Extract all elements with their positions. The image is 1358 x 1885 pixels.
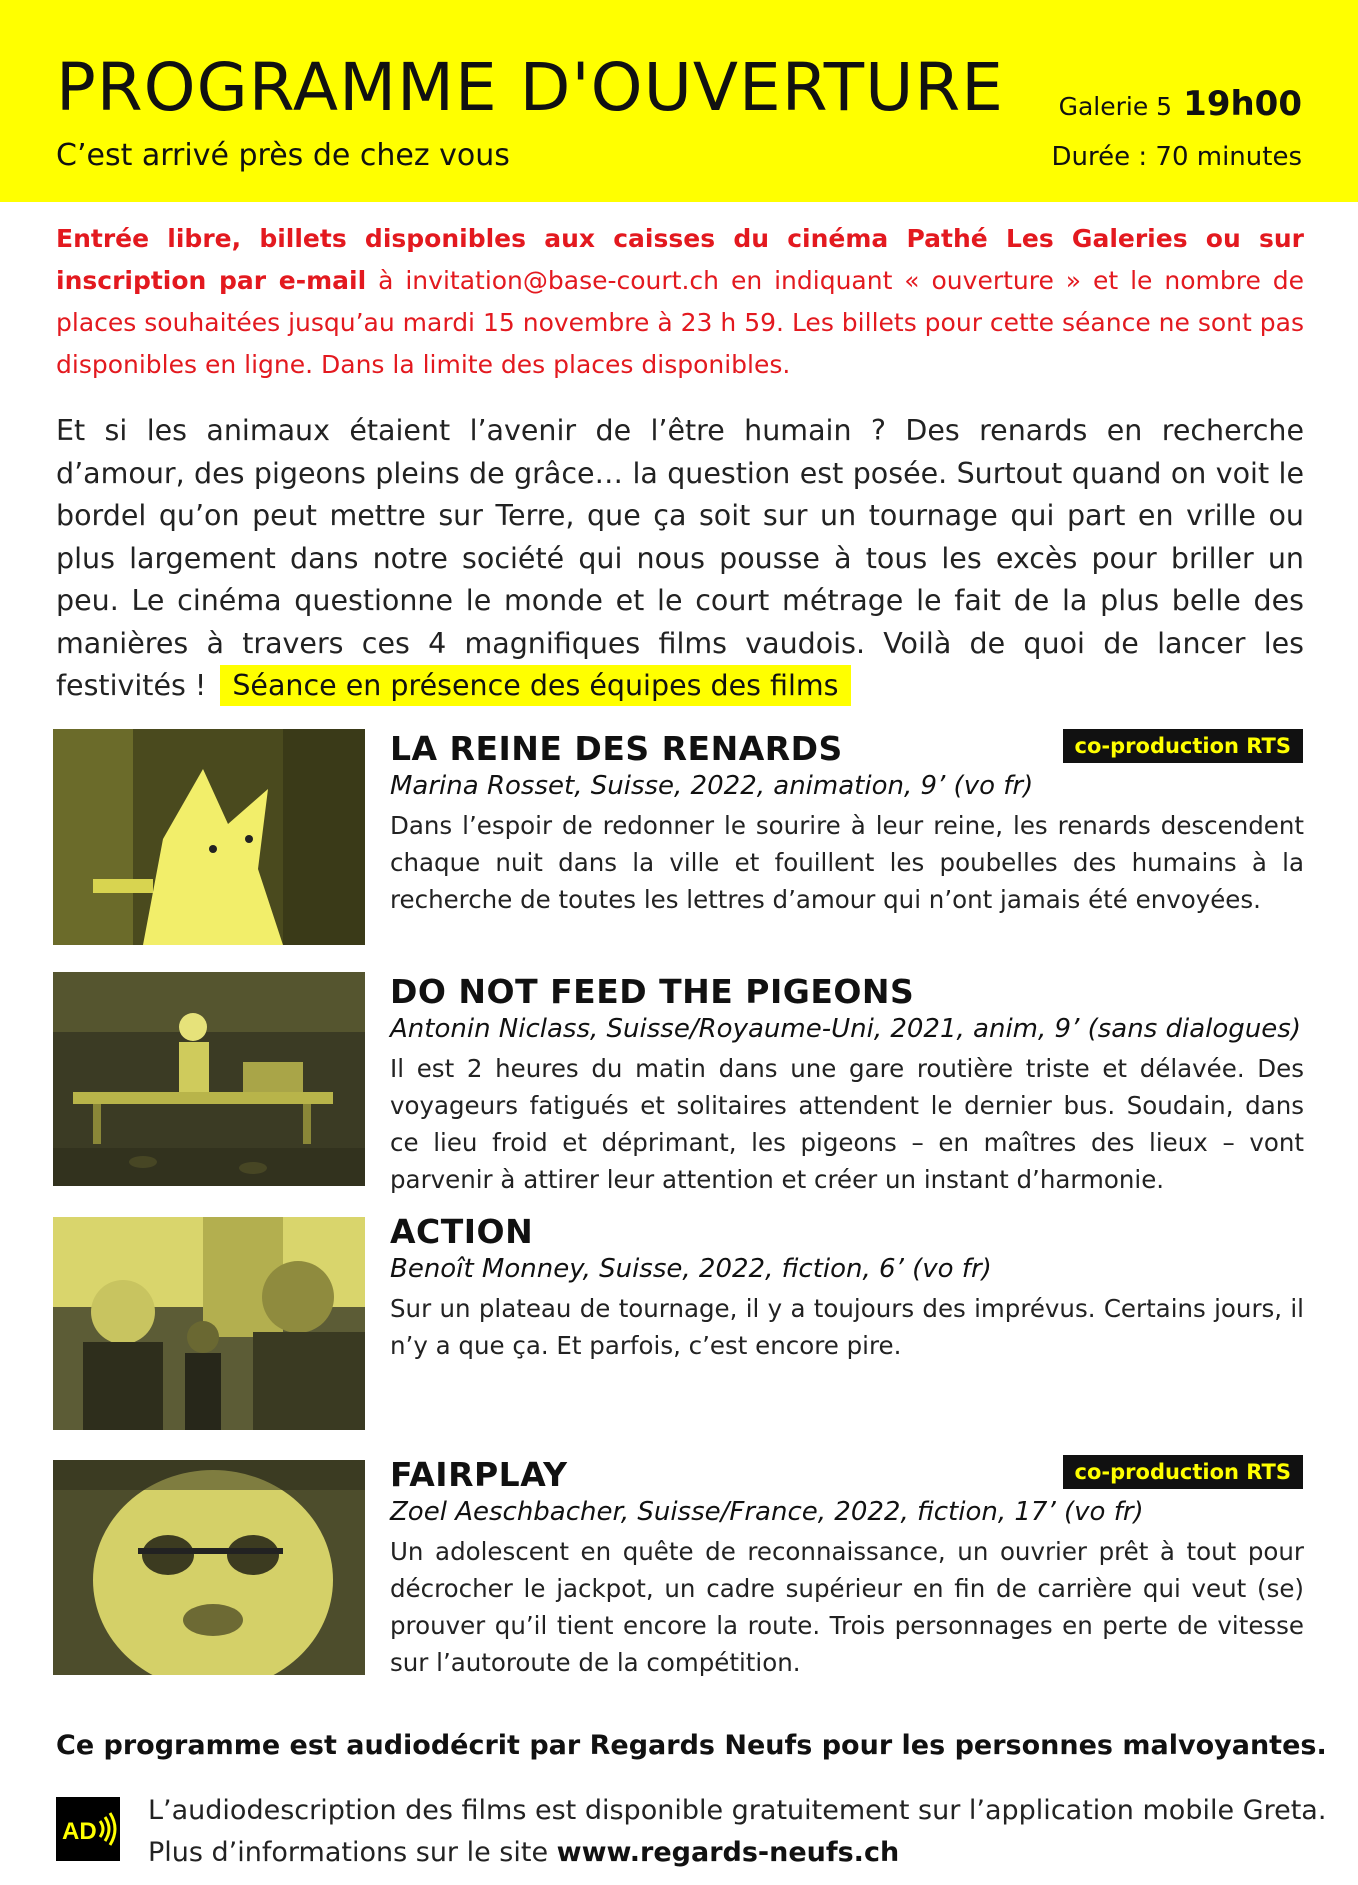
film-title: FAIRPLAY	[390, 1455, 568, 1494]
ticket-info	[56, 218, 1304, 386]
film-description: Un adolescent en quête de reconnaissance, un ouvrier prêt à tout pour décrocher le jackpot, un cadre supérieur en fin de carrière qui veut (se) prouver qu’il tient encore la route. Trois personnages en perte de vitesse sur l’autoroute de la compétition.	[390, 1537, 1304, 1677]
coproduction-badge: co-production RTS	[1063, 729, 1303, 763]
footer-line-1: L’audiodescription des films est disponible gratuitement sur l’application mobile Greta.	[148, 1795, 1327, 1826]
film-still-pigeons	[53, 972, 365, 1186]
film-meta: Benoît Monney, Suisse, 2022, fiction, 6’ (vo fr)	[390, 1254, 992, 1284]
audiodescription-logo-icon	[56, 1797, 120, 1861]
film-item	[0, 729, 1358, 949]
film-title: DO NOT FEED THE PIGEONS	[390, 972, 915, 1011]
venue-time	[1059, 84, 1302, 124]
room-label: Galerie 5	[1058, 92, 1173, 121]
film-still-action	[53, 1217, 365, 1430]
film-meta: Antonin Niclass, Suisse/Royaume-Uni, 2021, anim, 9’ (sans dialogues)	[390, 1014, 1301, 1044]
logo-text: AD	[62, 1818, 97, 1845]
intro-paragraph	[56, 410, 1304, 708]
website-link[interactable]: www.regards-neufs.ch	[556, 1837, 900, 1868]
film-still-fox	[53, 729, 365, 945]
coproduction-badge: co-production RTS	[1063, 1455, 1303, 1489]
film-item	[0, 972, 1358, 1194]
film-meta: Zoel Aeschbacher, Suisse/France, 2022, fiction, 17’ (vo fr)	[390, 1497, 1144, 1527]
footer-line-2	[148, 1832, 1326, 1874]
duration-label: Durée : 70 minutes	[1051, 142, 1302, 172]
film-meta: Marina Rosset, Suisse, 2022, animation, 9’ (vo fr)	[390, 771, 1034, 801]
footer-line-2-prefix: Plus d’informations sur le site	[148, 1837, 557, 1868]
film-item	[0, 1455, 1358, 1685]
film-title: ACTION	[390, 1212, 534, 1251]
intro-text: Et si les animaux étaient l’avenir de l’être humain ? Des renards en recherche d’amour, des pigeons pleins de grâce… la question est posée. Surtout quand on voit le bordel qu’on peut mettre sur Terre, que ça soit sur un tournage qui part en vrille ou plus largement dans notre société qui nous pousse à tous les excès pour briller un peu. Le cinéma questionne le monde et le court métrage le fait de la plus belle des manières à travers ces 4 magnifiques films vaudois. Voilà de quoi de lancer les festivités !	[56, 414, 1304, 702]
page-subtitle: C’est arrivé près de chez vous	[56, 138, 510, 173]
ticket-info-bold: Entrée libre, billets disponibles aux caisses du cinéma Pathé Les Galeries ou sur inscription par e-mail	[56, 224, 1304, 295]
film-title: LA REINE DES RENARDS	[390, 729, 843, 768]
header-banner	[0, 0, 1358, 202]
film-description: Il est 2 heures du matin dans une gare routière triste et délavée. Des voyageurs fatigués et solitaires attendent le dernier bus. Soudain, dans ce lieu froid et déprimant, les pigeons – en maîtres des lieux – vont parvenir à attirer leur attention et créer un instant d’harmonie.	[390, 1054, 1304, 1194]
page-title: PROGRAMME D'OUVERTURE	[56, 49, 1004, 126]
highlight-badge: Séance en présence des équipes des films	[220, 665, 850, 706]
film-item	[0, 1212, 1358, 1434]
film-description: Dans l’espoir de redonner le sourire à leur reine, les renards descendent chaque nuit dans la ville et fouillent les poubelles des humains à la recherche de toutes les lettres d’amour qui n’ont jamais été envoyées.	[390, 811, 1304, 914]
ticket-info-rest: à invitation@base-court.ch en indiquant « ouverture » et le nombre de places souhaitées jusqu’au mardi 15 novembre à 23 h 59. Les billets pour cette séance ne sont pas disponibles en ligne. Dans la limite des places disponibles.	[56, 266, 1304, 379]
footer-info	[148, 1790, 1326, 1874]
film-still-fairplay	[53, 1460, 365, 1675]
time-label: 19h00	[1183, 84, 1302, 124]
film-description: Sur un plateau de tournage, il y a toujours des imprévus. Certains jours, il n’y a que ça. Et parfois, c’est encore pire.	[390, 1294, 1304, 1360]
audiodescription-note: Ce programme est audiodécrit par Regards Neufs pour les personnes malvoyantes.	[56, 1730, 1327, 1761]
